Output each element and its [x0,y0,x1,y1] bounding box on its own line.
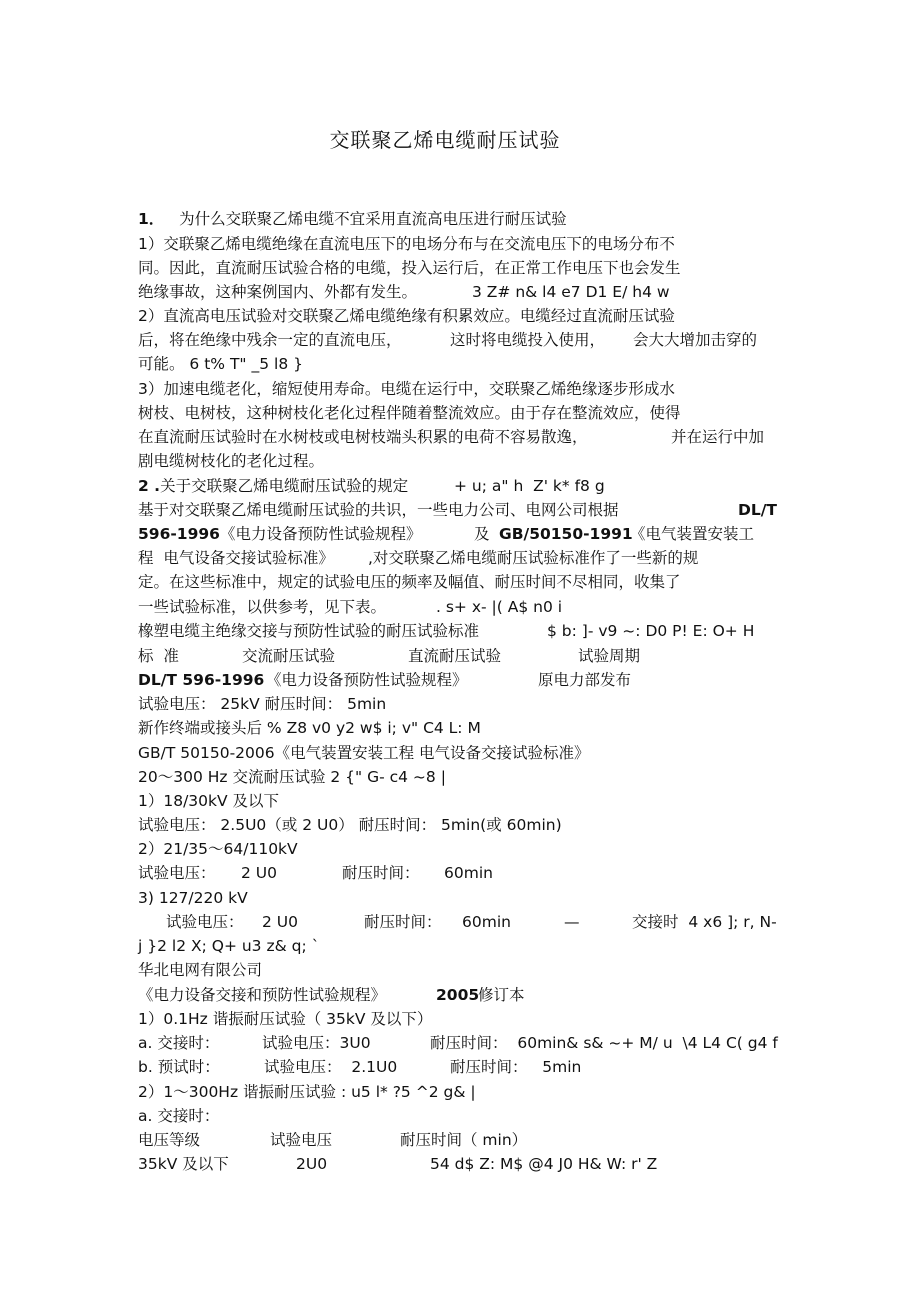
s1-p2-line2-b: 这时将电缆投入使用， [450,331,606,349]
ra-voltage: 试验电压：3U0 [262,1034,371,1052]
col-period: 试验周期 [578,647,641,665]
rb-time: 耐压时间： 5min [450,1058,582,1076]
table-title [138,620,755,642]
resonance-test-2: 2）1～300Hz 谐振耐压试验 : u5 l* ?5 ^2 g& | [138,1083,476,1101]
regulation-name: 《电力设备交接和预防性试验规程》 [138,986,387,1004]
section-1-heading [138,208,567,230]
row-voltage-level: 35kV 及以下 [138,1155,229,1173]
v3-label-c: 耐压时间： [364,913,442,931]
rb-label: b. 预试时： [138,1058,220,1076]
col-standard: 标 准 [138,647,179,665]
s2-line3-a: 程 电气设备交接试验标准》 [138,549,334,567]
s2-line2-gbname: 《电气装置安装工 [630,525,755,543]
regulation-year: 2005 [436,986,480,1004]
section-2-heading [138,475,605,497]
ra-time: 耐压时间： 60min& s& ~+ M/ u \4 L4 C( g4 f [430,1034,778,1052]
s1-p2-line1: 2）直流高电压试验对交联聚乙烯电缆绝缘有积累效应。电缆经过直流耐压试验 [138,307,675,325]
s2-line3-b: ,对交联聚乙烯电缆耐压试验标准作了一些新的规 [368,549,699,567]
ac-range-line: 20～300 Hz 交流耐压试验 2 {" G- c4 ~8 | [138,768,446,786]
s2-line1-a: 基于对交联聚乙烯电缆耐压试验的共识，一些电力公司、电网公司根据 [138,501,619,519]
col-dc-test: 直流耐压试验 [408,647,502,665]
table-title-text: 橡塑电缆主绝缘交接与预防性试验的耐压试验标准 [138,622,480,640]
s1-p3-line3 [138,426,765,448]
s2-line2-gb: GB/50150-1991 [499,525,633,543]
v2-label-a: 试验电压： [138,864,216,882]
s1-p2-line2-c: 会大大增加击穿的 [633,331,758,349]
s1-p2-line2 [138,329,758,351]
s2-line1-b: DL/T [738,501,777,519]
s2-line5-a: 一些试验标准，以供参考，见下表。 [138,598,387,616]
v2-value-b: 2 U0 [241,864,277,882]
dl-publisher: 原电力部发布 [538,671,632,689]
s2-line2-name: 《电力设备预防性试验规程》 [220,525,422,543]
s1-p3-line2: 树枝、电树枝，这种树枝化老化过程伴随着整流效应。由于存在整流效应，使得 [138,404,681,422]
s1-p3-line3-b: 并在运行中加 [671,428,765,446]
voltage-class-3-cont: j }2 l2 X; Q+ u3 z& q; ` [138,937,320,955]
s1-p1-line3 [138,281,670,303]
s2-line5 [138,596,563,618]
v3-dash: — [564,913,580,931]
header-withstand-time: 耐压时间（ min） [400,1131,528,1149]
v2-value-d: 60min [444,864,493,882]
s1-p1-line3-text: 绝缘事故，这种案例国内、外都有发生。 [138,283,418,301]
s2-line4: 定。在这些标准中，规定的试验电压的频率及幅值、耐压时间不尽相同，收集了 [138,573,681,591]
v3-handover: 交接时 4 x6 ]; r, N- [632,913,777,931]
section-1-number: 1． [138,210,165,228]
s2-line2-and: 及 [474,525,490,543]
voltage-class-1: 1）18/30kV 及以下 [138,792,280,810]
section-2-heading-noise: + u; a" h Z' k* f8 g [454,477,605,495]
v3-value-d: 60min [462,913,511,931]
header-voltage-level: 电压等级 [138,1131,201,1149]
header-test-voltage: 试验电压 [270,1131,333,1149]
s1-p3-line1: 3）加速电缆老化，缩短使用寿命。电缆在运行中，交联聚乙烯绝缘逐步形成水 [138,380,675,398]
s1-p2-line2-a: 后，将在绝缘中残余一定的直流电压， [138,331,402,349]
s2-line3 [138,547,699,569]
resonance-test-1: 1）0.1Hz 谐振耐压试验（ 35kV 及以下） [138,1010,433,1028]
s2-line2-code: 596-1996 [138,525,220,543]
dl-test-line: 试验电压： 25kV 耐压时间： 5min [138,695,387,713]
v3-value-b: 2 U0 [262,913,298,931]
s1-p1-line3-noise: 3 Z# n& l4 e7 D1 E/ h4 w [472,283,670,301]
v2-label-c: 耐压时间： [342,864,420,882]
dl-code: DL/T 596-1996 [138,671,265,689]
col-ac-test: 交流耐压试验 [242,647,336,665]
row-withstand-time: 54 d$ Z: M$ @4 J0 H& W: r' Z [430,1155,658,1173]
s1-p3-line3-a: 在直流耐压试验时在水树枝或电树枝端头积累的电荷不容易散逸， [138,428,588,446]
s1-p1-line2: 同。因此，直流耐压试验合格的电缆，投入运行后，在正常工作电压下也会发生 [138,259,681,277]
ra-label: a. 交接时： [138,1034,220,1052]
s2-line5-noise: . s+ x- |( A$ n0 i [436,598,563,616]
section-1-title: 为什么交联聚乙烯电缆不宜采用直流高电压进行耐压试验 [179,210,567,228]
new-terminal-line: 新作终端或接头后 % Z8 v0 y2 w$ i; v" C4 L: M [138,719,481,737]
s1-p2-line3: 可能。 6 t% T" _5 l8 } [138,355,303,373]
document-title: 交联聚乙烯电缆耐压试验 [329,128,561,152]
company-name: 华北电网有限公司 [138,961,263,979]
section-2-title: 关于交联聚乙烯电缆耐压试验的规定 [160,477,409,495]
voltage-class-3: 3) 127/220 kV [138,889,248,907]
rb-voltage: 试验电压： 2.1U0 [264,1058,398,1076]
section-2-number: 2 . [138,477,161,495]
s1-p3-line4: 剧电缆树枝化的老化过程。 [138,452,325,470]
regulation-revision: 修订本 [478,986,525,1004]
gb-standard-line: GB/T 50150-2006《电气装置安装工程 电气设备交接试验标准》 [138,744,590,762]
v3-label-a: 试验电压： [166,913,244,931]
resonance-2-handover: a. 交接时： [138,1107,220,1125]
voltage-class-1-test: 试验电压： 2.5U0（或 2 U0） 耐压时间： 5min(或 60min) [138,816,562,834]
dl-name: 《电力设备预防性试验规程》 [266,671,468,689]
row-test-voltage: 2U0 [296,1155,328,1173]
table-title-noise: $ b: ]- v9 ~: D0 P! E: O+ H [547,622,755,640]
s2-line1 [138,499,777,521]
s1-p1-line1: 1）交联聚乙烯电缆绝缘在直流电压下的电场分布与在交流电压下的电场分布不 [138,235,675,253]
voltage-class-2: 2）21/35～64/110kV [138,840,298,858]
